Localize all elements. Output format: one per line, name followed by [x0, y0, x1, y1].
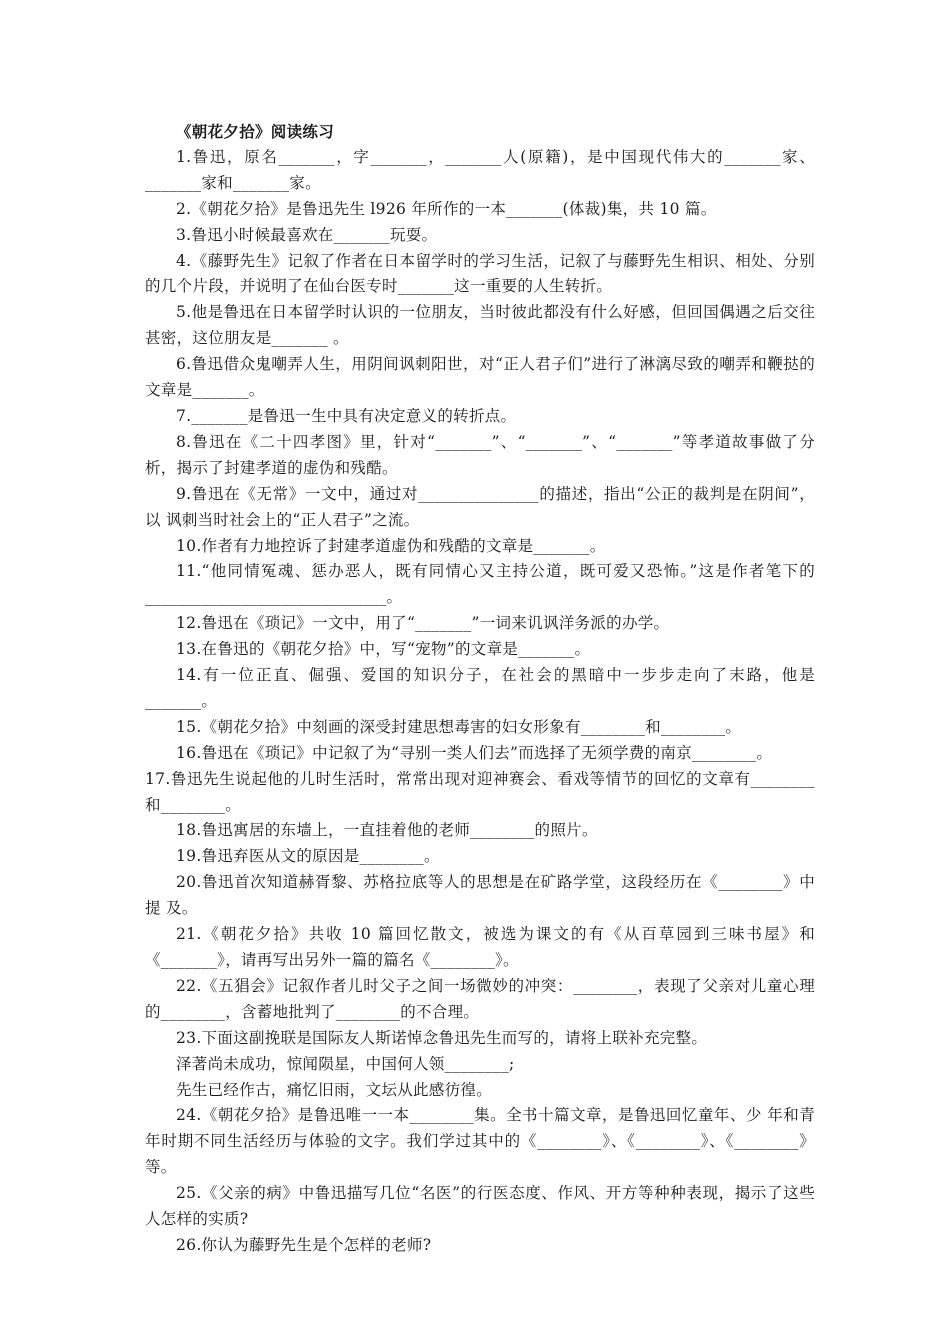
question-paragraph: 6.鲁迅借众鬼嘲弄人生，用阴间讽刺阳世，对“正人君子们”进行了淋漓尽致的嘲弄和鞭挞的文章是_______。 — [145, 355, 815, 400]
question-paragraph: 18.鲁迅寓居的东墙上，一直挂着他的老师________的照片。 — [176, 821, 598, 840]
question-list — [145, 145, 815, 1259]
question-paragraph: 泽著尚未成功，惊闻陨星，中国何人领________; — [176, 1054, 515, 1073]
question-paragraph: 24.《朝花夕拾》是鲁迅唯一一本________集。全书十篇文章，是鲁迅回忆童年、少 年和青年时期不同生活经历与体验的文字。我们学过其中的《________》、《________》、《________》等。 — [145, 1106, 815, 1177]
question-paragraph: 4.《藤野先生》记叙了作者在日本留学时的学习生活，记叙了与藤野先生相识、相处、分别的几个片段，并说明了在仙台医专时_______这一重要的人生转折。 — [145, 251, 815, 296]
question-paragraph: 12.鲁迅在《琐记》一文中，用了“_______”一词来讥讽洋务派的办学。 — [176, 614, 670, 633]
question-paragraph: 8.鲁迅在《二十四孝图》里，针对“_______”、“_______”、“_______”等孝道故事做了分析，揭示了封建孝道的虚伪和残酷。 — [145, 432, 815, 477]
question-paragraph: 9.鲁迅在《无常》一文中，通过对_______________的描述，指出“公正的裁判是在阴间”，以 讽刺当时社会上的“正人君子”之流。 — [145, 484, 815, 529]
question-paragraph: 22.《五猖会》记叙作者儿时父子之间一场微妙的冲突：________，表现了父亲对儿童心理的________，含蓄地批判了________的不合理。 — [145, 976, 815, 1021]
question-paragraph: 10.作者有力地控诉了封建孝道虚伪和残酷的文章是_______。 — [176, 536, 606, 555]
question-paragraph: 26.你认为藤野先生是个怎样的老师? — [176, 1235, 432, 1254]
question-paragraph: 17.鲁迅先生说起他的儿时生活时，常常出现对迎神赛会、看戏等情节的回忆的文章有________和________。 — [145, 769, 815, 814]
question-paragraph: 13.在鲁迅的《朝花夕拾》中，写“宠物”的文章是_______。 — [176, 640, 591, 659]
question-paragraph: 19.鲁迅弃医从文的原因是________。 — [176, 847, 440, 866]
document-body — [145, 119, 815, 1259]
question-paragraph: 21.《朝花夕拾》共收 10 篇回忆散文，被选为课文的有《从百草园到三味书屋》和《_______》，请再写出另外一篇的篇名《________》。 — [145, 925, 815, 969]
question-paragraph: 15.《朝花夕拾》中刻画的深受封建思想毒害的妇女形象有________和________。 — [176, 717, 742, 736]
question-paragraph: 1.鲁迅，原名_______，字_______，_______人(原籍)，是中国现代伟大的_______家、_______家和_______家。 — [145, 147, 815, 192]
question-paragraph: 23.下面这副挽联是国际友人斯诺悼念鲁迅先生而写的，请将上联补充完整。 — [176, 1028, 708, 1047]
question-paragraph: 7._______是鲁迅一生中具有决定意义的转折点。 — [176, 406, 517, 425]
question-paragraph: 先生已经作古，痛忆旧雨，文坛从此感彷徨。 — [176, 1080, 493, 1099]
question-paragraph: 16.鲁迅在《琐记》中记叙了为“寻别一类人们去”而选择了无须学费的南京________。 — [176, 743, 773, 762]
question-paragraph: 14.有一位正直、倔强、爱国的知识分子，在社会的黑暗中一步步走向了末路，他是_______。 — [145, 666, 815, 710]
question-paragraph: 5.他是鲁迅在日本留学时认识的一位朋友，当时彼此都没有什么好感，但回国偶遇之后交往甚密，这位朋友是_______ 。 — [145, 303, 815, 348]
question-paragraph: 11.“他同情冤魂、惩办恶人，既有同情心又主持公道，既可爱又恐怖。”这是作者笔下的______________________________。 — [145, 562, 815, 607]
question-paragraph: 2.《朝花夕拾》是鲁迅先生 l926 年所作的一本_______(体裁)集，共 10 篇。 — [176, 199, 717, 218]
question-paragraph: 3.鲁迅小时候最喜欢在_______玩耍。 — [176, 225, 438, 244]
question-paragraph: 20.鲁迅首次知道赫胥黎、苏格拉底等人的思想是在矿路学堂，这段经历在《________》中提 及。 — [145, 873, 815, 918]
document-title: 《朝花夕拾》阅读练习 — [176, 122, 335, 141]
question-paragraph: 25.《父亲的病》中鲁迅描写几位“名医”的行医态度、作风、开方等种种表现，揭示了这些 人怎样的实质? — [145, 1184, 815, 1229]
